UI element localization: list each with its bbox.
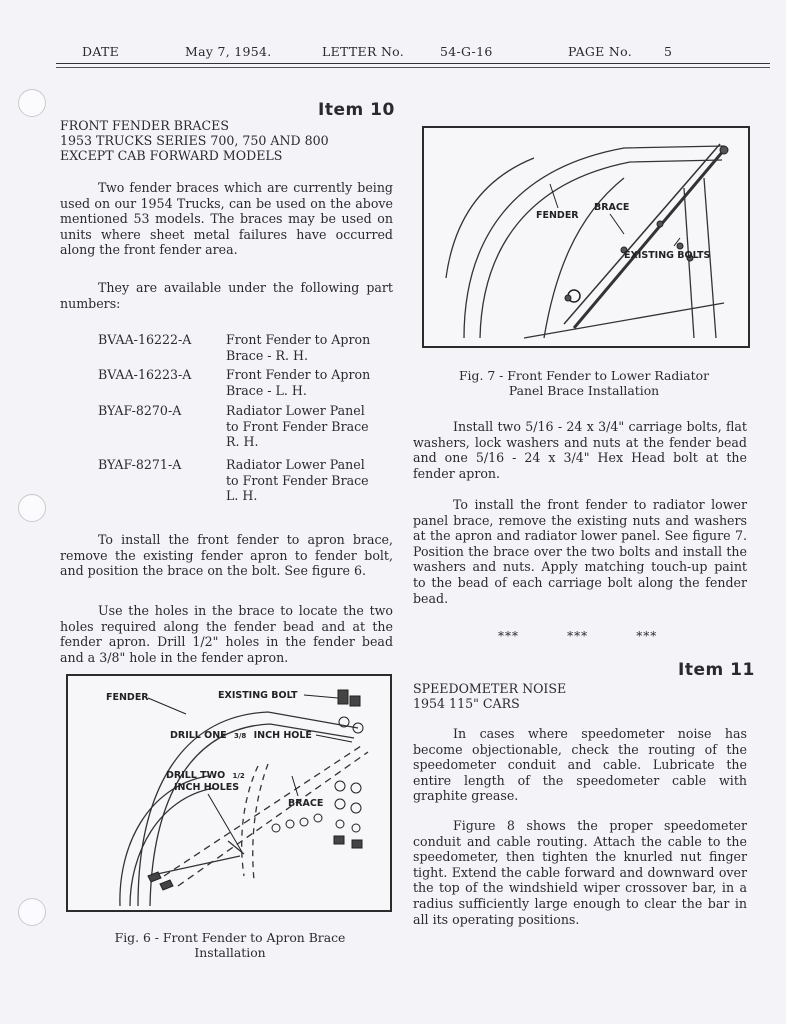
caption-line: Fig. 7 - Front Fender to Lower Radiator [458,368,710,383]
heading-line: 1953 TRUCKS SERIES 700, 750 AND 800 [60,133,329,148]
figure-7 [422,126,750,348]
header-rule [56,63,770,64]
bolt [565,295,571,301]
part-description-line: Front Fender to Apron [226,367,371,382]
letter-label: LETTER No. [322,44,405,59]
fig6-label-fender: FENDER [106,692,149,703]
item-10-heading [60,118,329,163]
punch-hole [18,89,46,117]
date-label: DATE [82,44,120,59]
item-11-paragraph-1: In cases where speedometer noise has become objectionable, check the routing of the speedometer conduit and cable. Lubricate the entire length of the speedometer cable with graphite grease. [413,726,747,804]
fig6-label-brace: BRACE [288,798,324,809]
fig7-label-brace: BRACE [594,202,630,213]
caption-line: Installation [194,945,266,960]
fig6-label-existing-bolt: EXISTING BOLT [218,690,298,701]
wheel-arch-inner [130,788,214,906]
part-description [226,332,394,363]
bolt [350,696,360,706]
figure-6 [66,674,392,912]
part-description [226,403,394,450]
page-header [60,44,766,62]
part-number: BVAA-16223-A [98,367,192,382]
item-10-paragraph-3: To install the front fender to apron brace, remove the existing fender apron to fender bolt, and position the brace on the bolt. See figure 6. [60,532,393,579]
item-11-heading [413,681,566,711]
item-10-paragraph-2: They are available under the following part numbers: [60,280,393,311]
right-paragraph-1: Install two 5/16 - 24 x 3/4" carriage bolts, flat washers, lock washers and nuts at the fender bead and one 5/16 - 24 x 3/4" Hex Head bolt at the fender apron. [413,419,747,481]
header-rule [56,67,770,68]
figure-6-illustration [68,676,390,910]
fig6-label-drill-two [166,770,245,781]
label-part: DRILL ONE [170,730,227,741]
punch-hole [18,898,46,926]
heading-line: FRONT FENDER BRACES [60,118,229,133]
brace [574,150,724,328]
part-description-line: Brace - R. H. [226,347,309,363]
page-value: 5 [664,44,673,59]
label-part: 3/8 [233,732,247,740]
label-part: INCH HOLE [253,730,312,741]
radiator-panel [684,188,694,338]
fig7-label-existing-bolts: EXISTING BOLTS [624,250,711,261]
fender-inner [150,724,354,906]
part-number: BYAF-8270-A [98,403,182,418]
brace-line [164,744,364,876]
fig7-label-fender: FENDER [536,210,579,221]
guide-line [148,856,240,876]
part-description-line: to Front Fender Brace [226,472,369,488]
fig6-label-drill-one [170,730,312,741]
label-part: DRILL TWO [166,770,226,781]
part-description-line: Radiator Lower Panel [226,457,365,472]
fender-apron [242,766,258,876]
part-description-line: Radiator Lower Panel [226,403,365,418]
fender-outline [138,712,358,906]
label-part: 1/2 [232,772,245,780]
right-paragraph-2: To install the front fender to radiator lower panel brace, remove the existing nuts and washers at the apron and radiator lower panel. See figure 7. Position the brace over the two bolts and install the washers and nuts. Apply matching touch-up paint to the bead of each carriage bolt along the fender bead. [413,497,747,606]
bolt [338,690,348,704]
punch-hole [18,494,46,522]
caption-line: Fig. 6 - Front Fender to Apron Brace [114,930,346,945]
heading-line: 1954 115" CARS [413,696,520,711]
fender-inner [480,160,722,338]
fender-edge [446,158,534,278]
heading-line: SPEEDOMETER NOISE [413,681,567,696]
figure-7-caption [416,368,752,398]
part-description-line: to Front Fender Brace [226,418,369,434]
caption-line: Panel Brace Installation [508,383,660,398]
letter-value: 54-G-16 [440,44,493,59]
part-description-line: Front Fender to Apron [226,332,371,347]
part-number: BVAA-16222-A [98,332,192,347]
part-description-line: Brace - L. H. [226,382,307,398]
part-number: BYAF-8271-A [98,457,182,472]
part-description-line: L. H. [226,488,258,504]
item-10-title: Item 10 [318,100,395,120]
section-separator: *** *** *** [498,629,658,643]
figure-6-caption [60,930,400,960]
heading-line: EXCEPT CAB FORWARD MODELS [60,148,283,163]
fig6-label-drill-two-b: INCH HOLES [174,782,240,793]
item-10-paragraph-1: Two fender braces which are currently being used on our 1954 Trucks, can be used on the above mentioned 53 models. The braces may be used on units where sheet metal failures have occurred along the front fender area. [60,180,393,258]
item-11-title: Item 11 [678,660,755,680]
part-description [226,457,394,504]
item-11-paragraph-2: Figure 8 shows the proper speedometer conduit and cable routing. Attach the cable to the speedometer, then tighten the knurled nut finger tight. Extend the cable forward and downward over the top of the windshield wiper crossover bar, in a radius sufficiently large enough to clear the bar in all its operating positions. [413,818,747,927]
part-description [226,367,394,398]
date-value: May 7, 1954. [185,44,272,59]
page-label: PAGE No. [568,44,632,59]
part-description-line: R. H. [226,434,259,450]
item-10-paragraph-4: Use the holes in the brace to locate the two holes required along the fender bead and at the fender apron. Drill 1/2" holes in the fender bead and a 3/8" hole in the fender apron. [60,603,393,665]
figure-7-illustration [424,128,748,346]
